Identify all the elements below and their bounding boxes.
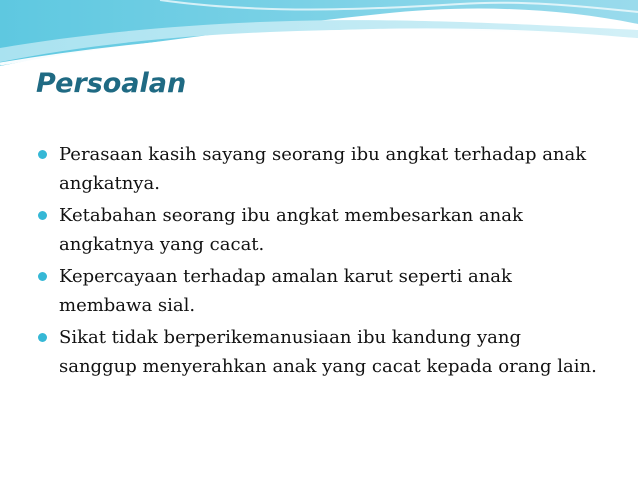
bullet-text: Kepercayaan terhadap amalan karut seperti anak membawa sial. [59,266,512,316]
bullet-point-icon [38,150,47,159]
list-item [38,140,603,198]
bullet-point-icon [38,211,47,220]
bullet-text: Sikat tidak berperikemanusiaan ibu kandung yang sanggup menyerahkan anak yang cacat kepada orang lain. [59,327,597,377]
list-item [38,201,603,259]
slide-title: Persoalan [36,68,187,99]
list-item [38,323,603,381]
bullet-point-icon [38,272,47,281]
bullet-list [38,140,603,384]
bullet-text: Perasaan kasih sayang seorang ibu angkat terhadap anak angkatnya. [59,144,587,194]
list-item [38,262,603,320]
wave-header-decoration [0,0,638,70]
bullet-text: Ketabahan seorang ibu angkat membesarkan anak angkatnya yang cacat. [59,205,523,255]
bullet-point-icon [38,333,47,342]
